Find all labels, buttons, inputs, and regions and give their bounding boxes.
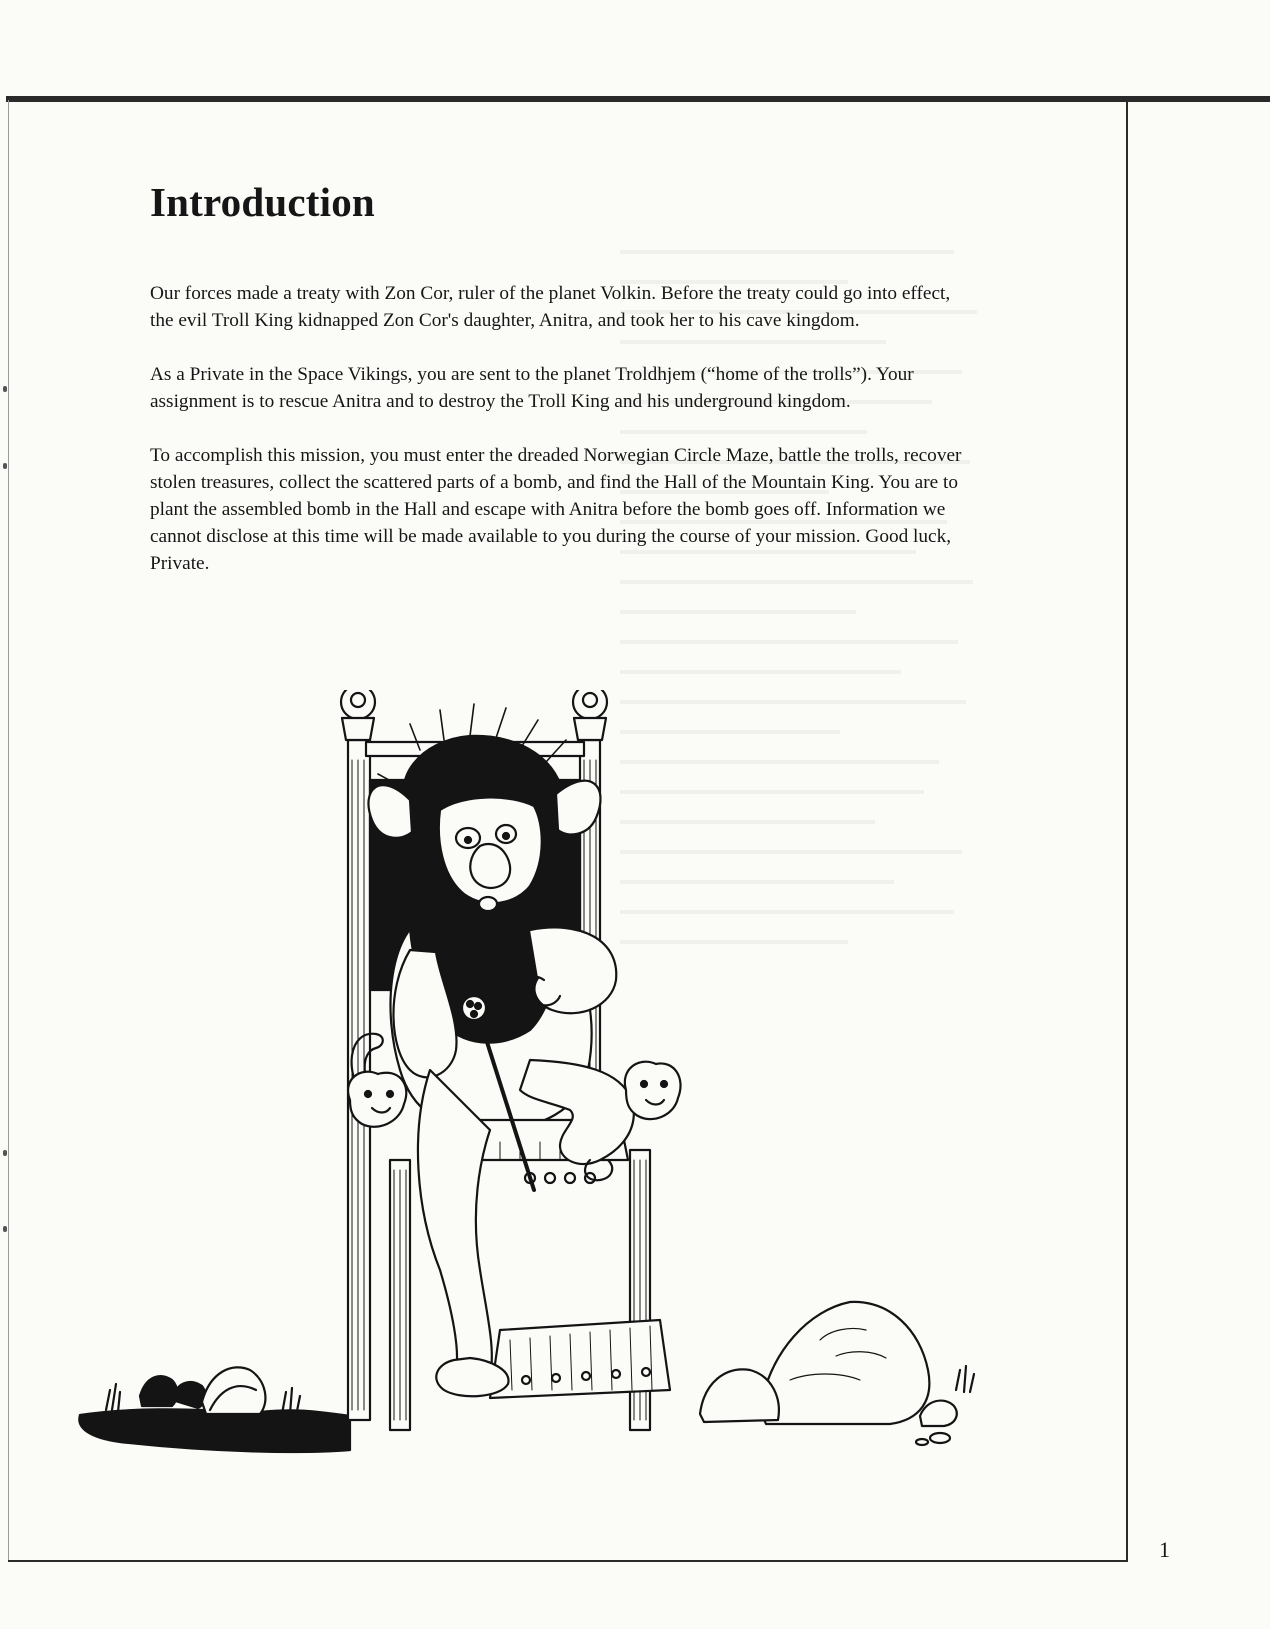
lion-head-right bbox=[625, 1062, 681, 1119]
top-rule bbox=[6, 96, 1270, 102]
frame-left-edge bbox=[8, 100, 9, 1562]
paragraph-treaty: Our forces made a treaty with Zon Cor, ruler of the planet Volkin. Before the treaty could go into effect, the evil Troll King kidnapped Zon Cor's daughter, Anitra, and took her to his cave kingdom. bbox=[150, 283, 951, 331]
troll-arm-right bbox=[530, 927, 616, 1013]
rock-right-large bbox=[760, 1302, 929, 1424]
page-number: 1 bbox=[1159, 1537, 1170, 1562]
binder-hole-mark bbox=[3, 1226, 7, 1232]
paragraph-mission: To accomplish this mission, you must enter the dreaded Norwegian Circle Maze, battle the trolls, recover stolen treasures, collect the scattered parts of a bomb, and find the Hall of the Mountain King. You are to plant the assembled bomb in the Hall and escape with Anitra before the bomb goes off. Information we cannot disclose at this time will be made available to you during the course of your mission. Good luck, Private. bbox=[150, 445, 962, 574]
rock-right-small bbox=[920, 1401, 957, 1426]
binder-hole-mark bbox=[3, 463, 7, 469]
rock-right-medium bbox=[700, 1369, 779, 1422]
frame-bottom-rule bbox=[8, 1560, 1128, 1562]
frame-right-rule bbox=[1126, 100, 1128, 1562]
troll-mouth bbox=[479, 897, 497, 911]
lion-head-left bbox=[348, 1072, 406, 1127]
grass-tuft bbox=[106, 1384, 120, 1412]
grass-tuft bbox=[956, 1366, 974, 1392]
troll-king-illustration bbox=[60, 690, 1020, 1540]
page-title: Introduction bbox=[150, 179, 375, 225]
rock-left-1 bbox=[140, 1376, 177, 1406]
intro-body bbox=[150, 280, 970, 604]
binder-hole-mark bbox=[3, 386, 7, 392]
footstool bbox=[490, 1320, 670, 1398]
throne-finial-right bbox=[573, 690, 607, 719]
paragraph-assignment: As a Private in the Space Vikings, you are sent to the planet Troldhjem (“home of the trolls”). Your assignment is to rescue Anitra and to destroy the Troll King and his underground kingdom. bbox=[150, 364, 914, 412]
binder-hole-mark bbox=[3, 1150, 7, 1156]
troll-nose bbox=[470, 844, 510, 888]
throne-finial-left bbox=[341, 690, 375, 719]
ground-shadow bbox=[79, 1409, 350, 1452]
